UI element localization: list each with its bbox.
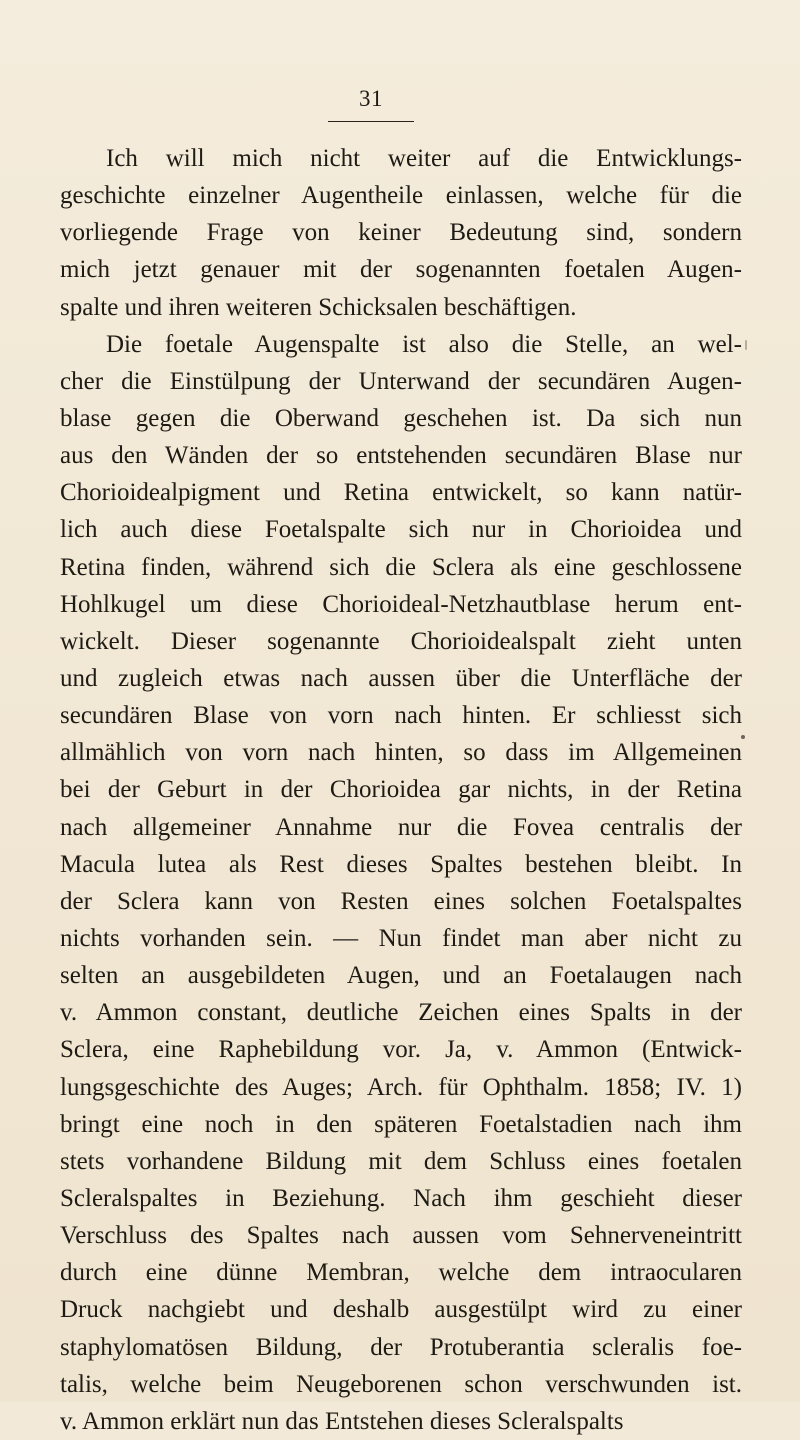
text-line: Verschluss des Spaltes nach aussen vom Sehnerveneintritt xyxy=(60,1222,742,1250)
text-line: staphylomatösen Bildung, der Protuberantia scleralis foe- xyxy=(60,1333,742,1361)
text-line: secundären Blase von vorn nach hinten. Er schliesst sich xyxy=(60,702,742,730)
text-line: lich auch diese Foetalspalte sich nur in Chorioidea und xyxy=(60,516,742,544)
page-number: 31 xyxy=(359,86,383,111)
text-line: mich jetzt genauer mit der sogenannten foetalen Augen- xyxy=(60,256,742,284)
text-line: geschichte einzelner Augentheile einlassen, welche für die xyxy=(60,182,742,210)
text-line: cher die Einstülpung der Unterwand der secundären Augen- xyxy=(60,367,742,395)
text-line: Die foetale Augenspalte ist also die Stelle, an wel- xyxy=(106,330,742,358)
text-line: nach allgemeiner Annahme nur die Fovea centralis der xyxy=(60,813,742,841)
text-line: bei der Geburt in der Chorioidea gar nichts, in der Retina xyxy=(60,776,742,804)
text-line: v. Ammon constant, deutliche Zeichen eines Spalts in der xyxy=(60,999,742,1027)
text-line: Ich will mich nicht weiter auf die Entwicklungs- xyxy=(106,145,742,172)
text-line: spalte und ihren weiteren Schicksalen beschäftigen. xyxy=(60,293,577,321)
text-line: der Sclera kann von Resten eines solchen Foetalspaltes xyxy=(60,887,742,915)
page-number-rule xyxy=(328,121,414,122)
margin-mark xyxy=(741,735,745,739)
text-line: wickelt. Dieser sogenannte Chorioidealspalt zieht unten xyxy=(60,627,742,655)
body-text xyxy=(60,140,742,1440)
text-line: aus den Wänden der so entstehenden secundären Blase nur xyxy=(60,442,742,470)
text-line: Sclera, eine Raphebildung vor. Ja, v. Ammon (Entwick- xyxy=(60,1036,742,1064)
text-line: selten an ausgebildeten Augen, und an Foetalaugen nach xyxy=(60,962,742,990)
text-line: bringt eine noch in den späteren Foetalstadien nach ihm xyxy=(60,1110,742,1138)
text-line: lungsgeschichte des Auges; Arch. für Ophthalm. 1858; IV. 1) xyxy=(60,1073,742,1101)
text-line: allmählich von vorn nach hinten, so dass im Allgemeinen xyxy=(60,739,742,767)
text-line: durch eine dünne Membran, welche dem intraocularen xyxy=(60,1259,742,1287)
text-line: Macula lutea als Rest dieses Spaltes bestehen bleibt. In xyxy=(60,850,742,878)
text-line: Hohlkugel um diese Chorioideal-Netzhautblase herum ent- xyxy=(60,590,742,618)
text-line: v. Ammon erklärt nun das Entstehen dieses Scleralspalts xyxy=(60,1407,624,1435)
text-line: blase gegen die Oberwand geschehen ist. Da sich nun xyxy=(60,404,742,432)
text-line: stets vorhandene Bildung mit dem Schluss eines foetalen xyxy=(60,1147,742,1175)
text-line: nichts vorhanden sein. — Nun findet man aber nicht zu xyxy=(60,924,742,952)
text-line: Scleralspaltes in Beziehung. Nach ihm geschieht dieser xyxy=(60,1184,742,1212)
text-line: Chorioidealpigment und Retina entwickelt, so kann natür- xyxy=(60,479,742,507)
text-line: und zugleich etwas nach aussen über die Unterfläche der xyxy=(60,664,742,692)
margin-mark xyxy=(745,340,747,350)
text-line: vorliegende Frage von keiner Bedeutung sind, sondern xyxy=(60,219,742,247)
text-line: Druck nachgiebt und deshalb ausgestülpt wird zu einer xyxy=(60,1296,742,1324)
text-line: Retina finden, während sich die Sclera als eine geschlossene xyxy=(60,553,742,581)
text-line: talis, welche beim Neugeborenen schon verschwunden ist. xyxy=(60,1370,742,1398)
